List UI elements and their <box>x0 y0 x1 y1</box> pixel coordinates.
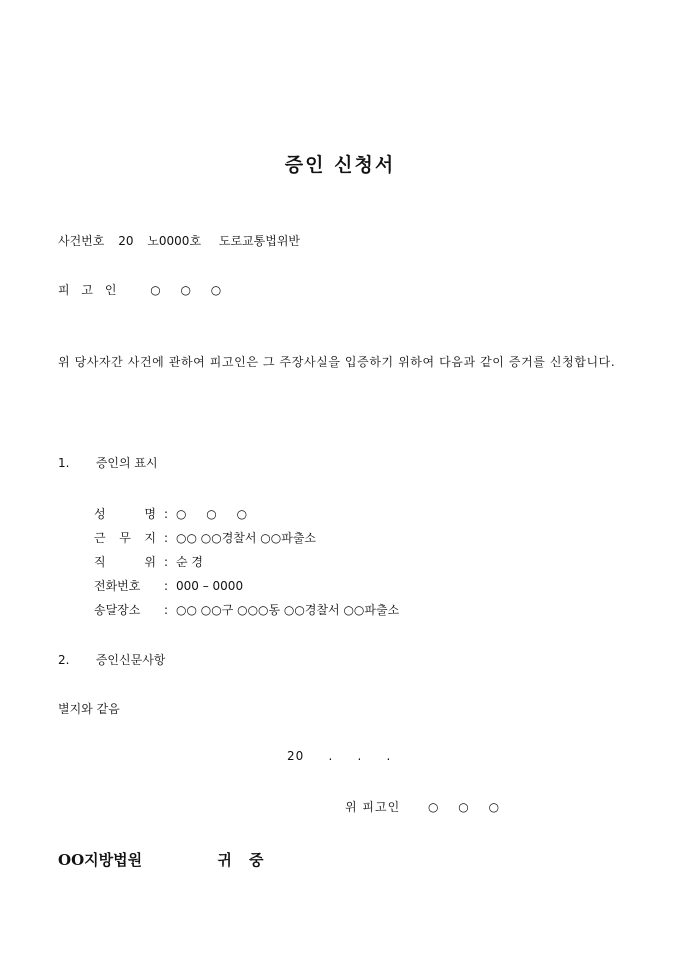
field-colon: : <box>163 531 169 545</box>
section-2-title: 증인신문사항 <box>95 653 166 667</box>
signer-label: 위 피고인 <box>345 800 401 814</box>
signer-line <box>345 798 507 815</box>
court-addressee <box>58 849 270 870</box>
section-2-number: 2. <box>58 653 70 667</box>
case-info <box>58 232 310 249</box>
case-name: 도로교통법위반 <box>218 234 301 248</box>
field-label: 성 명 <box>94 507 156 521</box>
field-label: 전화번호 <box>94 579 141 593</box>
intro-paragraph: 위 당사자간 사건에 관하여 피고인은 그 주장사실을 입증하기 위하여 다음과 같이 증거를 신청합니다. <box>58 355 616 369</box>
signer-name: ○ ○ ○ <box>428 800 508 814</box>
field-value: ○ ○ ○ <box>176 507 256 521</box>
field-label: 송달장소 <box>94 603 141 617</box>
field-colon: : <box>163 579 169 593</box>
field-label: 직 위 <box>94 555 156 569</box>
witness-field-workplace <box>94 526 399 550</box>
court-name: OO지방법원 <box>58 851 143 869</box>
section-1-number: 1. <box>58 456 70 470</box>
court-honorific: 귀 중 <box>217 851 270 869</box>
section-1-heading <box>58 454 158 471</box>
field-colon: : <box>163 603 169 617</box>
section-1-title: 증인의 표시 <box>95 456 158 470</box>
defendant-name: ○ ○ ○ <box>150 283 230 297</box>
field-value: 000 – 0000 <box>176 579 244 593</box>
witness-field-phone <box>94 574 399 598</box>
field-value: 순 경 <box>176 555 203 569</box>
defendant-label: 피 고 인 <box>58 283 121 297</box>
date-dot: . <box>328 749 334 763</box>
date-dot: . <box>357 749 363 763</box>
field-value: ○○ ○○경찰서 ○○파출소 <box>176 531 317 545</box>
case-number-label: 사건번호 <box>58 234 105 248</box>
date-line <box>287 749 391 763</box>
witness-fields <box>94 502 399 622</box>
field-colon: : <box>163 507 169 521</box>
field-label: 근 무 지 <box>94 531 156 545</box>
attachment-note: 별지와 같음 <box>58 702 120 716</box>
case-year: 20 <box>118 234 134 248</box>
field-value: ○○ ○○구 ○○○동 ○○경찰서 ○○파출소 <box>176 603 400 617</box>
witness-field-name <box>94 502 399 526</box>
witness-field-delivery-address <box>94 598 399 622</box>
defendant-line <box>58 281 229 298</box>
date-year: 20 <box>287 749 305 763</box>
field-colon: : <box>163 555 169 569</box>
date-dot: . <box>386 749 392 763</box>
case-number: 노0000호 <box>147 234 202 248</box>
section-2-heading <box>58 651 165 668</box>
witness-field-position <box>94 550 399 574</box>
document-title: 증인 신청서 <box>284 154 396 176</box>
